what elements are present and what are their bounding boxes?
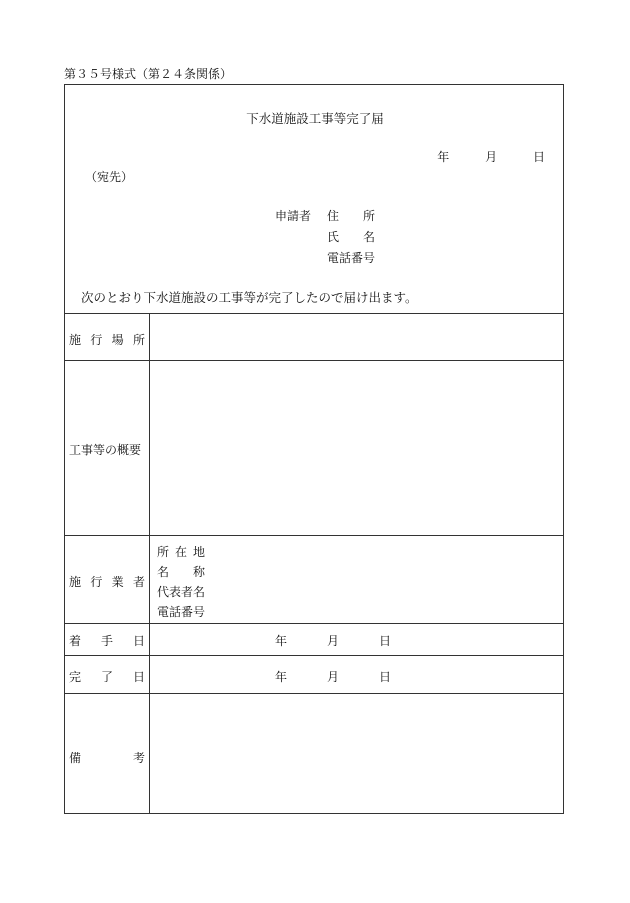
summary-field[interactable] <box>151 362 561 533</box>
site-field[interactable] <box>151 315 561 358</box>
form-title: 下水道施設工事等完了届 <box>246 111 384 126</box>
submission-date[interactable] <box>415 148 545 165</box>
divider <box>65 360 563 361</box>
contractor-label: 施 行 業 者 <box>69 575 145 589</box>
form-code: 第３５号様式（第２４条関係） <box>64 67 233 81</box>
start-date-field[interactable] <box>275 632 391 649</box>
completion-month-label: 月 <box>327 670 340 684</box>
completion-year-label: 年 <box>275 670 288 684</box>
start-year-label: 年 <box>275 634 288 648</box>
divider <box>65 623 563 624</box>
start-day-label: 日 <box>379 634 392 648</box>
contractor-location-label: 所 在 地 <box>157 545 205 559</box>
applicant-address-label: 住 所 <box>327 209 375 223</box>
completion-date-label: 完 了 日 <box>69 670 145 684</box>
start-month-label: 月 <box>327 634 340 648</box>
label-column-divider <box>149 313 150 814</box>
divider <box>65 655 563 656</box>
start-date-label: 着 手 日 <box>69 634 145 648</box>
date-month-label: 月 <box>485 150 498 164</box>
completion-day-label: 日 <box>379 670 392 684</box>
form-frame <box>64 84 564 814</box>
applicant-phone-label: 電話番号 <box>327 251 376 265</box>
divider <box>65 535 563 536</box>
completion-date-field[interactable] <box>275 668 391 685</box>
summary-label: 工事等の概要 <box>69 443 142 457</box>
applicant-name-label: 氏 名 <box>327 230 375 244</box>
contractor-fields[interactable] <box>157 542 205 622</box>
date-year-label: 年 <box>437 150 450 164</box>
addressee-label: （宛先） <box>85 170 134 184</box>
contractor-representative-label: 代表者名 <box>157 585 206 599</box>
remarks-field[interactable] <box>151 695 561 812</box>
remarks-label: 備 考 <box>69 751 145 765</box>
site-label: 施 行 場 所 <box>69 333 145 347</box>
contractor-phone-label: 電話番号 <box>157 605 206 619</box>
divider <box>65 693 563 694</box>
applicant-label: 申請者 <box>275 209 312 223</box>
notice-text: 次のとおり下水道施設の工事等が完了したので届け出ます。 <box>81 290 418 305</box>
divider <box>65 313 563 314</box>
date-day-label: 日 <box>532 150 545 164</box>
contractor-name-label: 名 称 <box>157 565 205 579</box>
